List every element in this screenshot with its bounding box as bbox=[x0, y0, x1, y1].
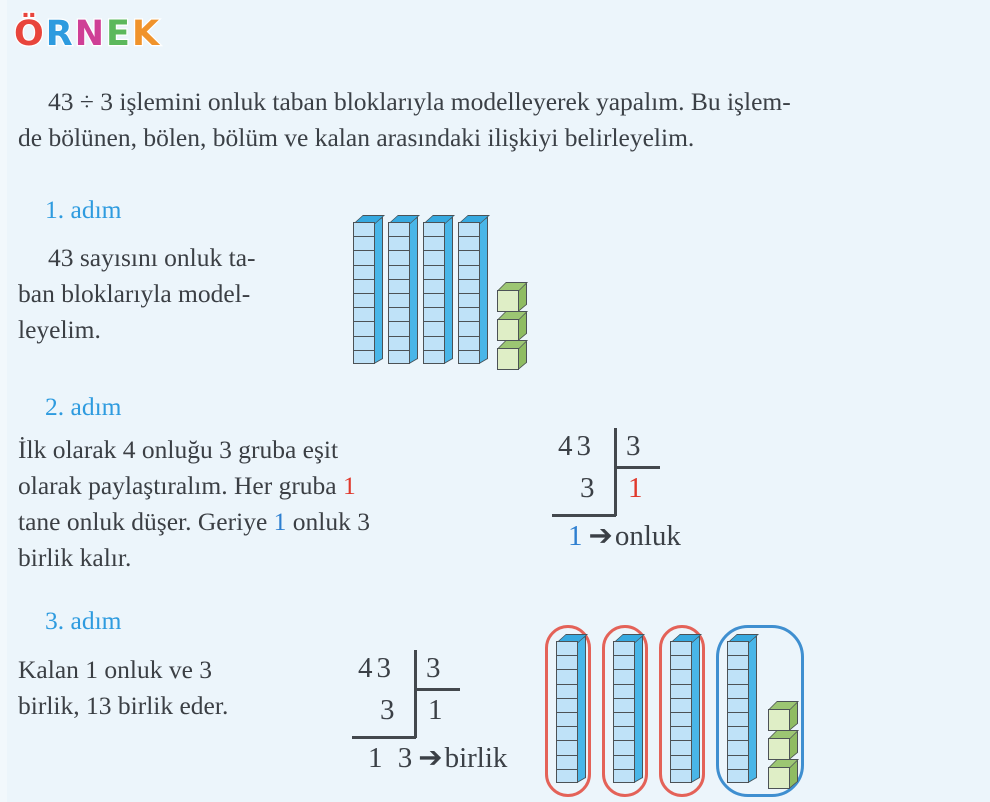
unit-segment bbox=[727, 655, 749, 669]
ten-rod bbox=[670, 641, 692, 783]
division-quotient-rule bbox=[414, 688, 460, 691]
division-remainder-label: birlik bbox=[444, 742, 508, 774]
unit-segment bbox=[388, 293, 410, 307]
text-run: onluk 3 bbox=[286, 507, 370, 536]
unit-cube-front-face bbox=[497, 290, 519, 312]
unit-segment bbox=[727, 769, 749, 783]
step-1-line-2: ban bloklarıyla model- bbox=[18, 279, 251, 308]
unit-segment bbox=[556, 755, 578, 769]
unit-cube-front-face bbox=[768, 709, 790, 731]
text-line bbox=[18, 688, 318, 724]
division-remainder-row bbox=[568, 518, 681, 553]
unit-cube bbox=[497, 348, 519, 370]
ten-rod bbox=[353, 222, 375, 364]
unit-segment bbox=[423, 236, 445, 250]
highlight-number-blue: 1 bbox=[273, 507, 287, 536]
step-3-text bbox=[18, 652, 318, 724]
ten-rod bbox=[556, 641, 578, 783]
unit-segment bbox=[670, 769, 692, 783]
ten-rod-side-face bbox=[634, 636, 643, 783]
ten-rod-stack bbox=[423, 222, 445, 364]
step-1-line-1: 43 sayısını onluk ta- bbox=[48, 243, 256, 272]
ten-rod-stack bbox=[388, 222, 410, 364]
text-run: olarak paylaştıralım. Her gruba bbox=[18, 471, 344, 500]
division-vertical-bar bbox=[614, 428, 617, 516]
unit-segment bbox=[613, 726, 635, 740]
unit-cube bbox=[497, 290, 519, 312]
unit-segment bbox=[556, 655, 578, 669]
unit-cube-front-face bbox=[497, 319, 519, 341]
base-ten-blocks-step1 bbox=[345, 212, 515, 377]
unit-segment bbox=[458, 293, 480, 307]
unit-segment bbox=[727, 726, 749, 740]
ten-rod bbox=[727, 641, 749, 783]
unit-segment bbox=[353, 321, 375, 335]
ten-rod-side-face bbox=[748, 636, 757, 783]
unit-segment bbox=[423, 222, 445, 236]
unit-segment bbox=[423, 293, 445, 307]
unit-segment bbox=[423, 265, 445, 279]
ten-rod-side-face bbox=[374, 217, 383, 364]
unit-segment bbox=[388, 250, 410, 264]
division-remainder-value: 1 3 bbox=[368, 742, 417, 774]
unit-segment bbox=[670, 712, 692, 726]
intro-line-2: de bölünen, bölen, bölüm ve kalan arasındaki ilişkiyi belirleyelim. bbox=[18, 123, 695, 152]
unit-segment bbox=[458, 307, 480, 321]
unit-segment bbox=[388, 265, 410, 279]
text-line bbox=[18, 468, 480, 504]
unit-segment bbox=[353, 236, 375, 250]
unit-segment bbox=[388, 321, 410, 335]
text-line bbox=[18, 652, 318, 688]
title-letter-r: R bbox=[45, 14, 75, 54]
unit-segment bbox=[670, 684, 692, 698]
division-subtrahend: 3 bbox=[580, 472, 595, 504]
unit-segment bbox=[670, 726, 692, 740]
unit-segment bbox=[458, 321, 480, 335]
ten-rod-side-face bbox=[691, 636, 700, 783]
unit-segment bbox=[423, 350, 445, 364]
unit-segment bbox=[458, 222, 480, 236]
unit-segment bbox=[613, 712, 635, 726]
unit-cube bbox=[768, 767, 790, 789]
division-divisor: 3 bbox=[626, 430, 641, 462]
text-run: birlik kalır. bbox=[18, 543, 132, 572]
unit-segment bbox=[423, 321, 445, 335]
unit-segment bbox=[613, 755, 635, 769]
unit-segment bbox=[556, 684, 578, 698]
unit-segment bbox=[613, 641, 635, 655]
unit-cube bbox=[768, 709, 790, 731]
ten-rod bbox=[458, 222, 480, 364]
title-letter-n: N bbox=[74, 14, 107, 54]
step-1-text bbox=[18, 240, 313, 348]
long-division-step2 bbox=[552, 428, 732, 558]
unit-segment bbox=[727, 669, 749, 683]
unit-segment bbox=[388, 307, 410, 321]
intro-line-1: 43 ÷ 3 işlemini onluk taban bloklarıyla modelleyerek yapalım. Bu işlem- bbox=[48, 87, 791, 116]
division-quotient-rule bbox=[614, 466, 660, 469]
text-line bbox=[18, 432, 480, 468]
unit-segment bbox=[670, 655, 692, 669]
unit-segment bbox=[727, 684, 749, 698]
unit-segment bbox=[353, 293, 375, 307]
division-subtraction-rule bbox=[352, 736, 416, 739]
unit-segment bbox=[670, 669, 692, 683]
unit-cube bbox=[768, 738, 790, 760]
ten-rod-stack bbox=[613, 641, 635, 783]
text-run: tane onluk düşer. Geriye bbox=[18, 507, 274, 536]
unit-segment bbox=[388, 222, 410, 236]
ten-rod-stack bbox=[727, 641, 749, 783]
unit-segment bbox=[670, 641, 692, 655]
unit-segment bbox=[353, 307, 375, 321]
ten-rod-stack bbox=[670, 641, 692, 783]
unit-segment bbox=[458, 250, 480, 264]
unit-segment bbox=[388, 350, 410, 364]
highlight-number-red: 1 bbox=[343, 471, 356, 500]
ten-rod bbox=[388, 222, 410, 364]
division-remainder-value: 1 bbox=[568, 520, 587, 552]
ten-rod-stack bbox=[353, 222, 375, 364]
unit-segment bbox=[556, 641, 578, 655]
unit-segment bbox=[556, 698, 578, 712]
ten-rod-stack bbox=[556, 641, 578, 783]
division-quotient: 1 bbox=[628, 472, 643, 504]
unit-segment bbox=[613, 740, 635, 754]
unit-segment bbox=[353, 265, 375, 279]
unit-segment bbox=[727, 641, 749, 655]
page-title bbox=[14, 14, 162, 54]
division-remainder-label: onluk bbox=[614, 520, 681, 552]
division-remainder-row bbox=[368, 740, 507, 775]
ten-rod-side-face bbox=[409, 217, 418, 364]
unit-segment bbox=[458, 236, 480, 250]
unit-segment bbox=[727, 698, 749, 712]
division-dividend: 43 bbox=[358, 652, 395, 684]
unit-segment bbox=[613, 655, 635, 669]
unit-segment bbox=[727, 712, 749, 726]
base-ten-blocks-step3-grouped bbox=[545, 625, 805, 802]
ten-rod-side-face bbox=[577, 636, 586, 783]
unit-segment bbox=[670, 698, 692, 712]
unit-segment bbox=[556, 712, 578, 726]
unit-segment bbox=[423, 307, 445, 321]
unit-cube-front-face bbox=[768, 738, 790, 760]
step-3-label: 3. adım bbox=[45, 606, 122, 635]
unit-segment bbox=[353, 250, 375, 264]
step-2-text bbox=[18, 432, 480, 576]
unit-segment bbox=[423, 279, 445, 293]
unit-segment bbox=[727, 740, 749, 754]
unit-segment bbox=[458, 279, 480, 293]
unit-segment bbox=[613, 684, 635, 698]
ten-rod-stack bbox=[458, 222, 480, 364]
division-divisor: 3 bbox=[426, 652, 441, 684]
page-left-edge bbox=[0, 0, 7, 802]
ten-rod-side-face bbox=[444, 217, 453, 364]
unit-segment bbox=[556, 726, 578, 740]
unit-segment bbox=[353, 336, 375, 350]
title-letter-k: K bbox=[131, 14, 162, 54]
unit-segment bbox=[423, 250, 445, 264]
unit-cube-front-face bbox=[497, 348, 519, 370]
step-1-line-3: leyelim. bbox=[18, 315, 101, 344]
unit-segment bbox=[353, 222, 375, 236]
text-run: İlk olarak 4 onluğu 3 gruba eşit bbox=[18, 435, 339, 464]
unit-segment bbox=[388, 279, 410, 293]
unit-segment bbox=[613, 769, 635, 783]
unit-segment bbox=[727, 755, 749, 769]
ten-rod-side-face bbox=[479, 217, 488, 364]
unit-segment bbox=[388, 236, 410, 250]
ten-rod bbox=[423, 222, 445, 364]
unit-cube-front-face bbox=[768, 767, 790, 789]
step-2-label: 2. adım bbox=[45, 392, 122, 421]
unit-segment bbox=[556, 769, 578, 783]
unit-segment bbox=[353, 350, 375, 364]
unit-segment bbox=[556, 669, 578, 683]
division-quotient: 1 bbox=[428, 694, 443, 726]
unit-segment bbox=[670, 740, 692, 754]
right-arrow-icon: ➔ bbox=[588, 520, 613, 552]
division-vertical-bar bbox=[414, 650, 417, 738]
division-subtrahend: 3 bbox=[380, 694, 395, 726]
division-subtraction-rule bbox=[552, 514, 616, 517]
title-letter-e: E bbox=[106, 14, 132, 54]
text-run: birlik, 13 birlik eder. bbox=[18, 691, 229, 720]
unit-segment bbox=[458, 350, 480, 364]
text-run: Kalan 1 onluk ve 3 bbox=[18, 655, 213, 684]
unit-segment bbox=[670, 755, 692, 769]
right-arrow-icon: ➔ bbox=[418, 742, 443, 774]
text-line bbox=[18, 540, 480, 576]
ten-rod bbox=[613, 641, 635, 783]
step-1-label: 1. adım bbox=[45, 195, 122, 224]
text-line bbox=[18, 504, 480, 540]
unit-segment bbox=[353, 279, 375, 293]
division-dividend: 43 bbox=[558, 430, 595, 462]
unit-segment bbox=[458, 336, 480, 350]
unit-segment bbox=[613, 669, 635, 683]
unit-segment bbox=[458, 265, 480, 279]
unit-cube bbox=[497, 319, 519, 341]
intro-paragraph bbox=[18, 84, 973, 156]
title-letter-o: Ö bbox=[14, 14, 46, 54]
unit-segment bbox=[423, 336, 445, 350]
unit-segment bbox=[556, 740, 578, 754]
long-division-step3 bbox=[352, 650, 542, 780]
unit-segment bbox=[388, 336, 410, 350]
unit-segment bbox=[613, 698, 635, 712]
